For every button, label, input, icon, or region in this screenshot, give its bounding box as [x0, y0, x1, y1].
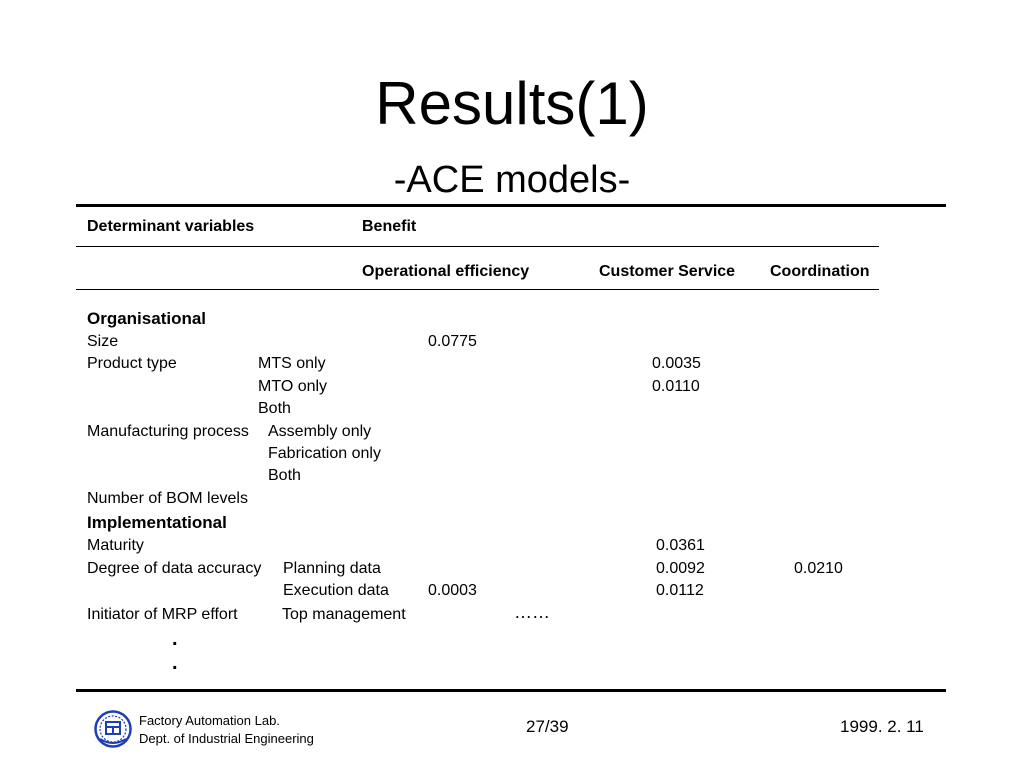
row-size-label: Size: [87, 333, 119, 350]
row-execution-data: Execution data: [283, 582, 389, 599]
row-bom-levels-label: Number of BOM levels: [87, 490, 248, 507]
row-initiator-ellipsis: ……: [514, 602, 550, 622]
header-determinant-variables: Determinant variables: [87, 218, 255, 235]
row-manufacturing-process-label: Manufacturing process: [87, 423, 249, 440]
row-planning-coordination: 0.0210: [794, 560, 843, 577]
slide-title: Results(1): [375, 70, 649, 137]
header-rule-1: [76, 246, 879, 247]
table-bottom-rule: [76, 689, 946, 692]
footer-date: 1999. 2. 11: [840, 717, 924, 736]
header-coordination: Coordination: [770, 263, 870, 280]
row-product-both: Both: [258, 400, 291, 417]
row-fabrication-only: Fabrication only: [268, 445, 381, 462]
section-implementational: Implementational: [87, 513, 227, 532]
row-mts-customer: 0.0035: [652, 355, 701, 372]
row-execution-customer: 0.0112: [656, 582, 704, 599]
header-customer-service: Customer Service: [599, 263, 736, 280]
row-product-type-label: Product type: [87, 355, 177, 372]
row-assembly-only: Assembly only: [268, 423, 372, 440]
row-top-management: Top management: [282, 606, 406, 623]
table-top-rule: [76, 204, 946, 207]
row-initiator-label: Initiator of MRP effort: [87, 606, 238, 623]
header-rule-2: [76, 289, 879, 290]
row-maturity-label: Maturity: [87, 537, 144, 554]
continuation-dot-1: .: [172, 628, 178, 650]
row-planning-data: Planning data: [283, 560, 381, 577]
row-mto-only: MTO only: [258, 378, 328, 395]
row-data-accuracy-label: Degree of data accuracy: [87, 560, 262, 577]
header-benefit: Benefit: [362, 218, 417, 235]
header-operational-efficiency: Operational efficiency: [362, 263, 530, 280]
row-mto-customer: 0.0110: [652, 378, 700, 395]
footer-lab-name: Factory Automation Lab.: [139, 713, 280, 728]
slide-subtitle: -ACE models-: [393, 159, 631, 201]
row-mts-only: MTS only: [258, 355, 326, 372]
footer-page-number: 27/39: [526, 717, 569, 736]
university-emblem-icon: [94, 709, 132, 749]
continuation-dot-2: .: [172, 652, 178, 674]
section-organisational: Organisational: [87, 309, 207, 328]
row-size-operational: 0.0775: [428, 333, 477, 350]
footer-department: Dept. of Industrial Engineering: [139, 731, 314, 746]
row-process-both: Both: [268, 467, 301, 484]
row-maturity-customer: 0.0361: [656, 537, 705, 554]
row-execution-operational: 0.0003: [428, 582, 477, 599]
row-planning-customer: 0.0092: [656, 560, 705, 577]
